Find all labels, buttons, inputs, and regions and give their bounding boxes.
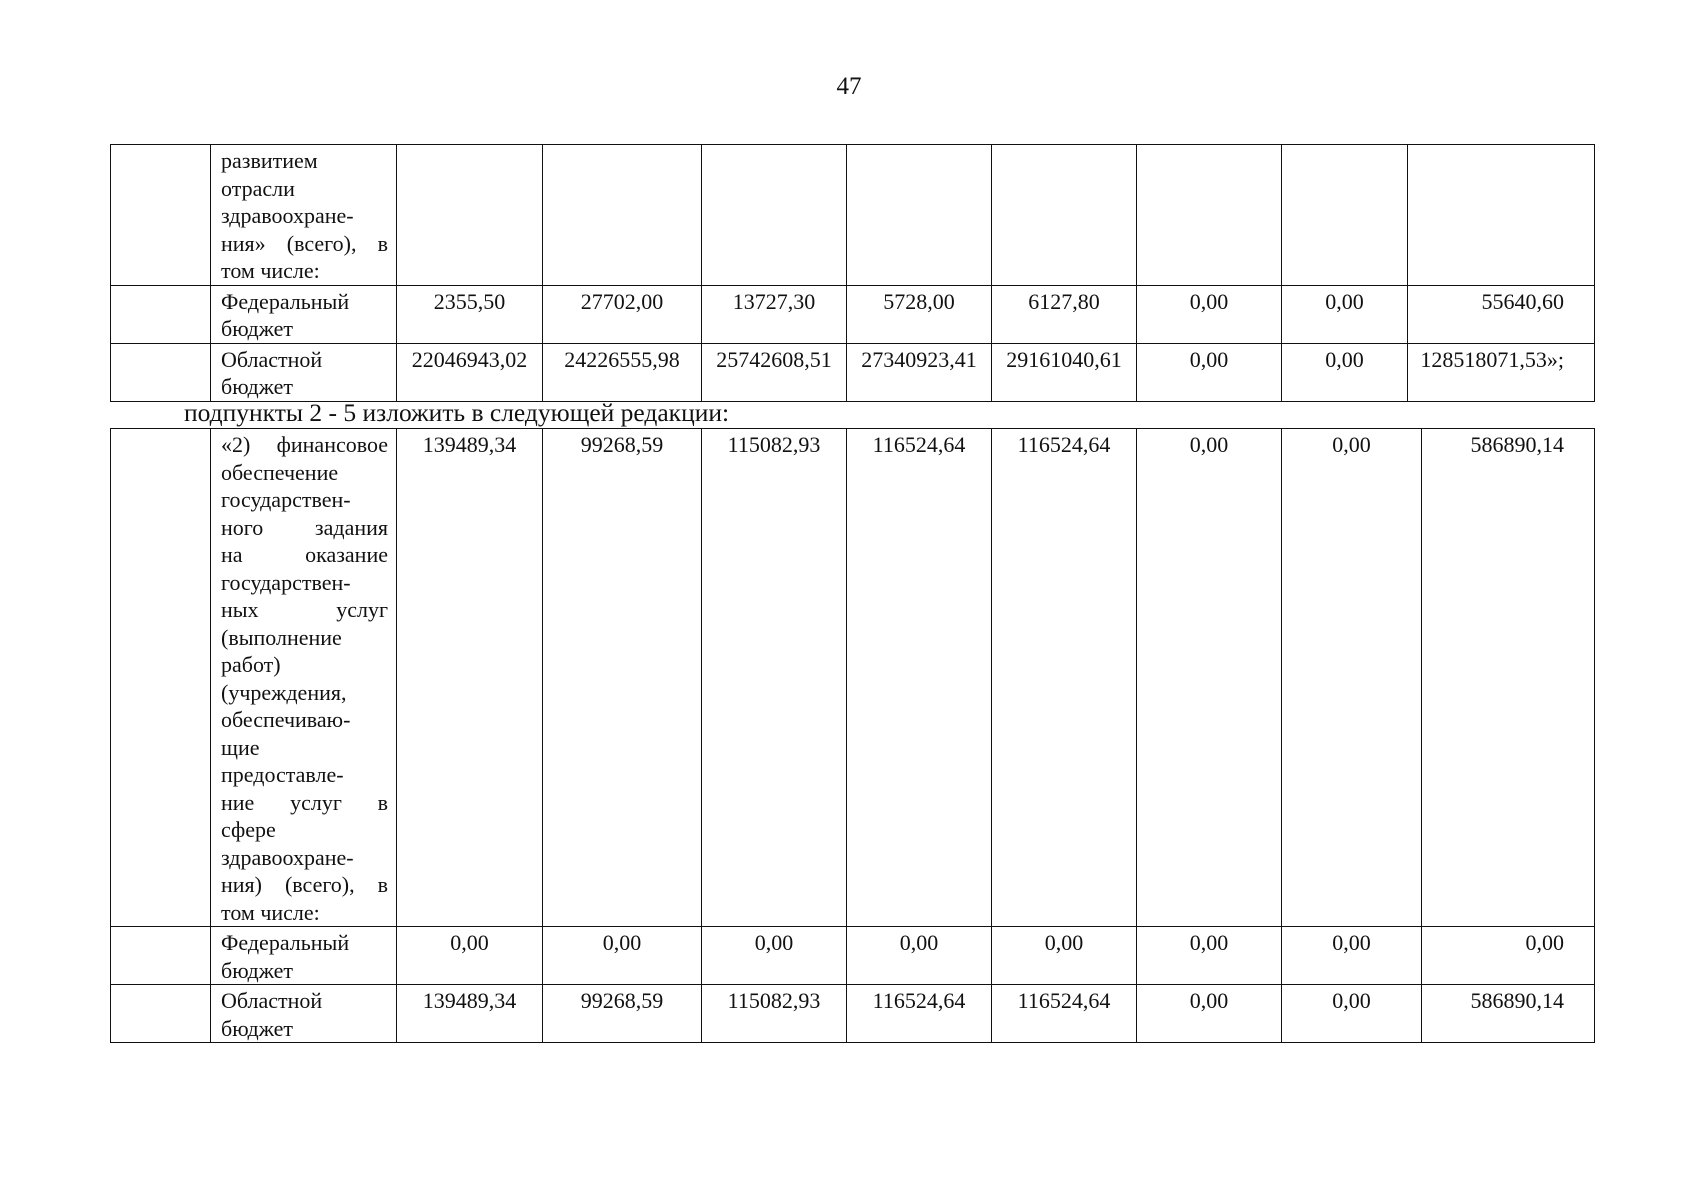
value-cell: 0,00 — [397, 927, 543, 985]
table-row — [111, 343, 1595, 401]
value-cell: 0,00 — [1282, 927, 1422, 985]
value-cell: 0,00 — [1137, 985, 1282, 1043]
value-cell: 2355,50 — [397, 285, 543, 343]
row-label-line: государствен- — [221, 569, 351, 595]
value-cell — [1408, 145, 1595, 286]
row-label-line: здравоохране- — [221, 844, 354, 870]
row-label-line: работ) — [221, 652, 281, 677]
value-cell: 139489,34 — [397, 429, 543, 927]
row-label-line: «2) финансовое — [221, 432, 388, 457]
row-label-line: том числе: — [221, 899, 320, 925]
value-cell: 115082,93 — [702, 429, 847, 927]
row-label-line: отрасли — [221, 175, 295, 201]
value-cell: 586890,14 — [1422, 429, 1595, 927]
value-cell: 27340923,41 — [847, 343, 992, 401]
value-cell: 139489,34 — [397, 985, 543, 1043]
value-cell: 0,00 — [1282, 285, 1408, 343]
budget-table-bottom — [110, 428, 1595, 1043]
value-cell — [1137, 145, 1282, 286]
row-label-line: бюджет — [221, 316, 293, 341]
row-label-line: (выполнение — [221, 624, 342, 650]
row-label-line: Областной — [221, 988, 323, 1013]
row-label-line: обеспечиваю- — [221, 707, 351, 732]
page-number: 47 — [836, 73, 862, 100]
row-label-line: бюджет — [221, 957, 293, 983]
row-label-line: бюджет — [221, 374, 293, 399]
row-label-line: ного задания — [221, 514, 388, 540]
value-cell: 25742608,51 — [702, 343, 847, 401]
value-cell: 116524,64 — [847, 985, 992, 1043]
row-number-cell — [111, 927, 211, 985]
value-cell: 116524,64 — [992, 429, 1137, 927]
table-row — [111, 285, 1595, 343]
budget-table-top — [110, 144, 1595, 402]
row-label-line: предоставле- — [221, 762, 344, 787]
row-label-line: ния) (всего), в — [221, 872, 388, 897]
value-cell: 5728,00 — [847, 285, 992, 343]
value-cell: 24226555,98 — [543, 343, 702, 401]
row-label-line: ния» (всего), в — [221, 230, 388, 256]
row-label-cell — [211, 285, 397, 343]
value-cell: 0,00 — [702, 927, 847, 985]
row-label-line: Областной — [221, 346, 323, 372]
row-number-cell — [111, 985, 211, 1043]
row-label-line: сфере — [221, 817, 276, 842]
value-cell: 0,00 — [1137, 429, 1282, 927]
row-label-line: щие — [221, 734, 260, 760]
value-cell: 128518071,53»; — [1408, 343, 1595, 401]
value-cell: 0,00 — [1137, 927, 1282, 985]
value-cell: 586890,14 — [1422, 985, 1595, 1043]
value-cell: 0,00 — [1422, 927, 1595, 985]
value-cell: 13727,30 — [702, 285, 847, 343]
value-cell: 116524,64 — [992, 985, 1137, 1043]
row-label-line: (учреждения, — [221, 679, 347, 705]
row-number-cell — [111, 343, 211, 401]
value-cell: 0,00 — [1137, 285, 1282, 343]
row-label-line: государствен- — [221, 487, 351, 512]
row-label-line: развитием — [221, 148, 318, 173]
table-row — [111, 145, 1595, 286]
row-label-line: обеспечение — [221, 459, 339, 485]
value-cell — [702, 145, 847, 286]
value-cell: 0,00 — [847, 927, 992, 985]
row-label-line: бюджет — [221, 1015, 293, 1041]
value-cell: 0,00 — [992, 927, 1137, 985]
row-number-cell — [111, 429, 211, 927]
value-cell: 99268,59 — [543, 985, 702, 1043]
row-label-cell — [211, 985, 397, 1043]
value-cell — [1282, 145, 1408, 286]
value-cell: 22046943,02 — [397, 343, 543, 401]
row-number-cell — [111, 285, 211, 343]
row-label-cell — [211, 145, 397, 286]
row-label-line: Федеральный — [221, 930, 350, 955]
row-label-cell — [211, 429, 397, 927]
value-cell — [397, 145, 543, 286]
amendment-instruction: подпункты 2 - 5 изложить в следующей редакции: — [184, 398, 730, 427]
value-cell — [847, 145, 992, 286]
value-cell: 0,00 — [1137, 343, 1282, 401]
table-row — [111, 985, 1595, 1043]
table-row — [111, 927, 1595, 985]
value-cell: 55640,60 — [1408, 285, 1595, 343]
value-cell: 115082,93 — [702, 985, 847, 1043]
row-label-line: ных услуг — [221, 597, 388, 622]
table-row — [111, 429, 1595, 927]
value-cell — [543, 145, 702, 286]
value-cell: 99268,59 — [543, 429, 702, 927]
row-label-line: здравоохране- — [221, 203, 354, 228]
row-label-line: том числе: — [221, 258, 320, 283]
value-cell: 6127,80 — [992, 285, 1137, 343]
row-label-cell — [211, 927, 397, 985]
value-cell: 0,00 — [1282, 429, 1422, 927]
row-label-line: ние услуг в — [221, 789, 388, 815]
value-cell: 29161040,61 — [992, 343, 1137, 401]
row-number-cell — [111, 145, 211, 286]
value-cell: 0,00 — [1282, 985, 1422, 1043]
value-cell: 27702,00 — [543, 285, 702, 343]
row-label-line: на оказание — [221, 542, 388, 567]
value-cell — [992, 145, 1137, 286]
value-cell: 0,00 — [543, 927, 702, 985]
row-label-line: Федеральный — [221, 288, 350, 314]
value-cell: 116524,64 — [847, 429, 992, 927]
row-label-cell — [211, 343, 397, 401]
value-cell: 0,00 — [1282, 343, 1408, 401]
